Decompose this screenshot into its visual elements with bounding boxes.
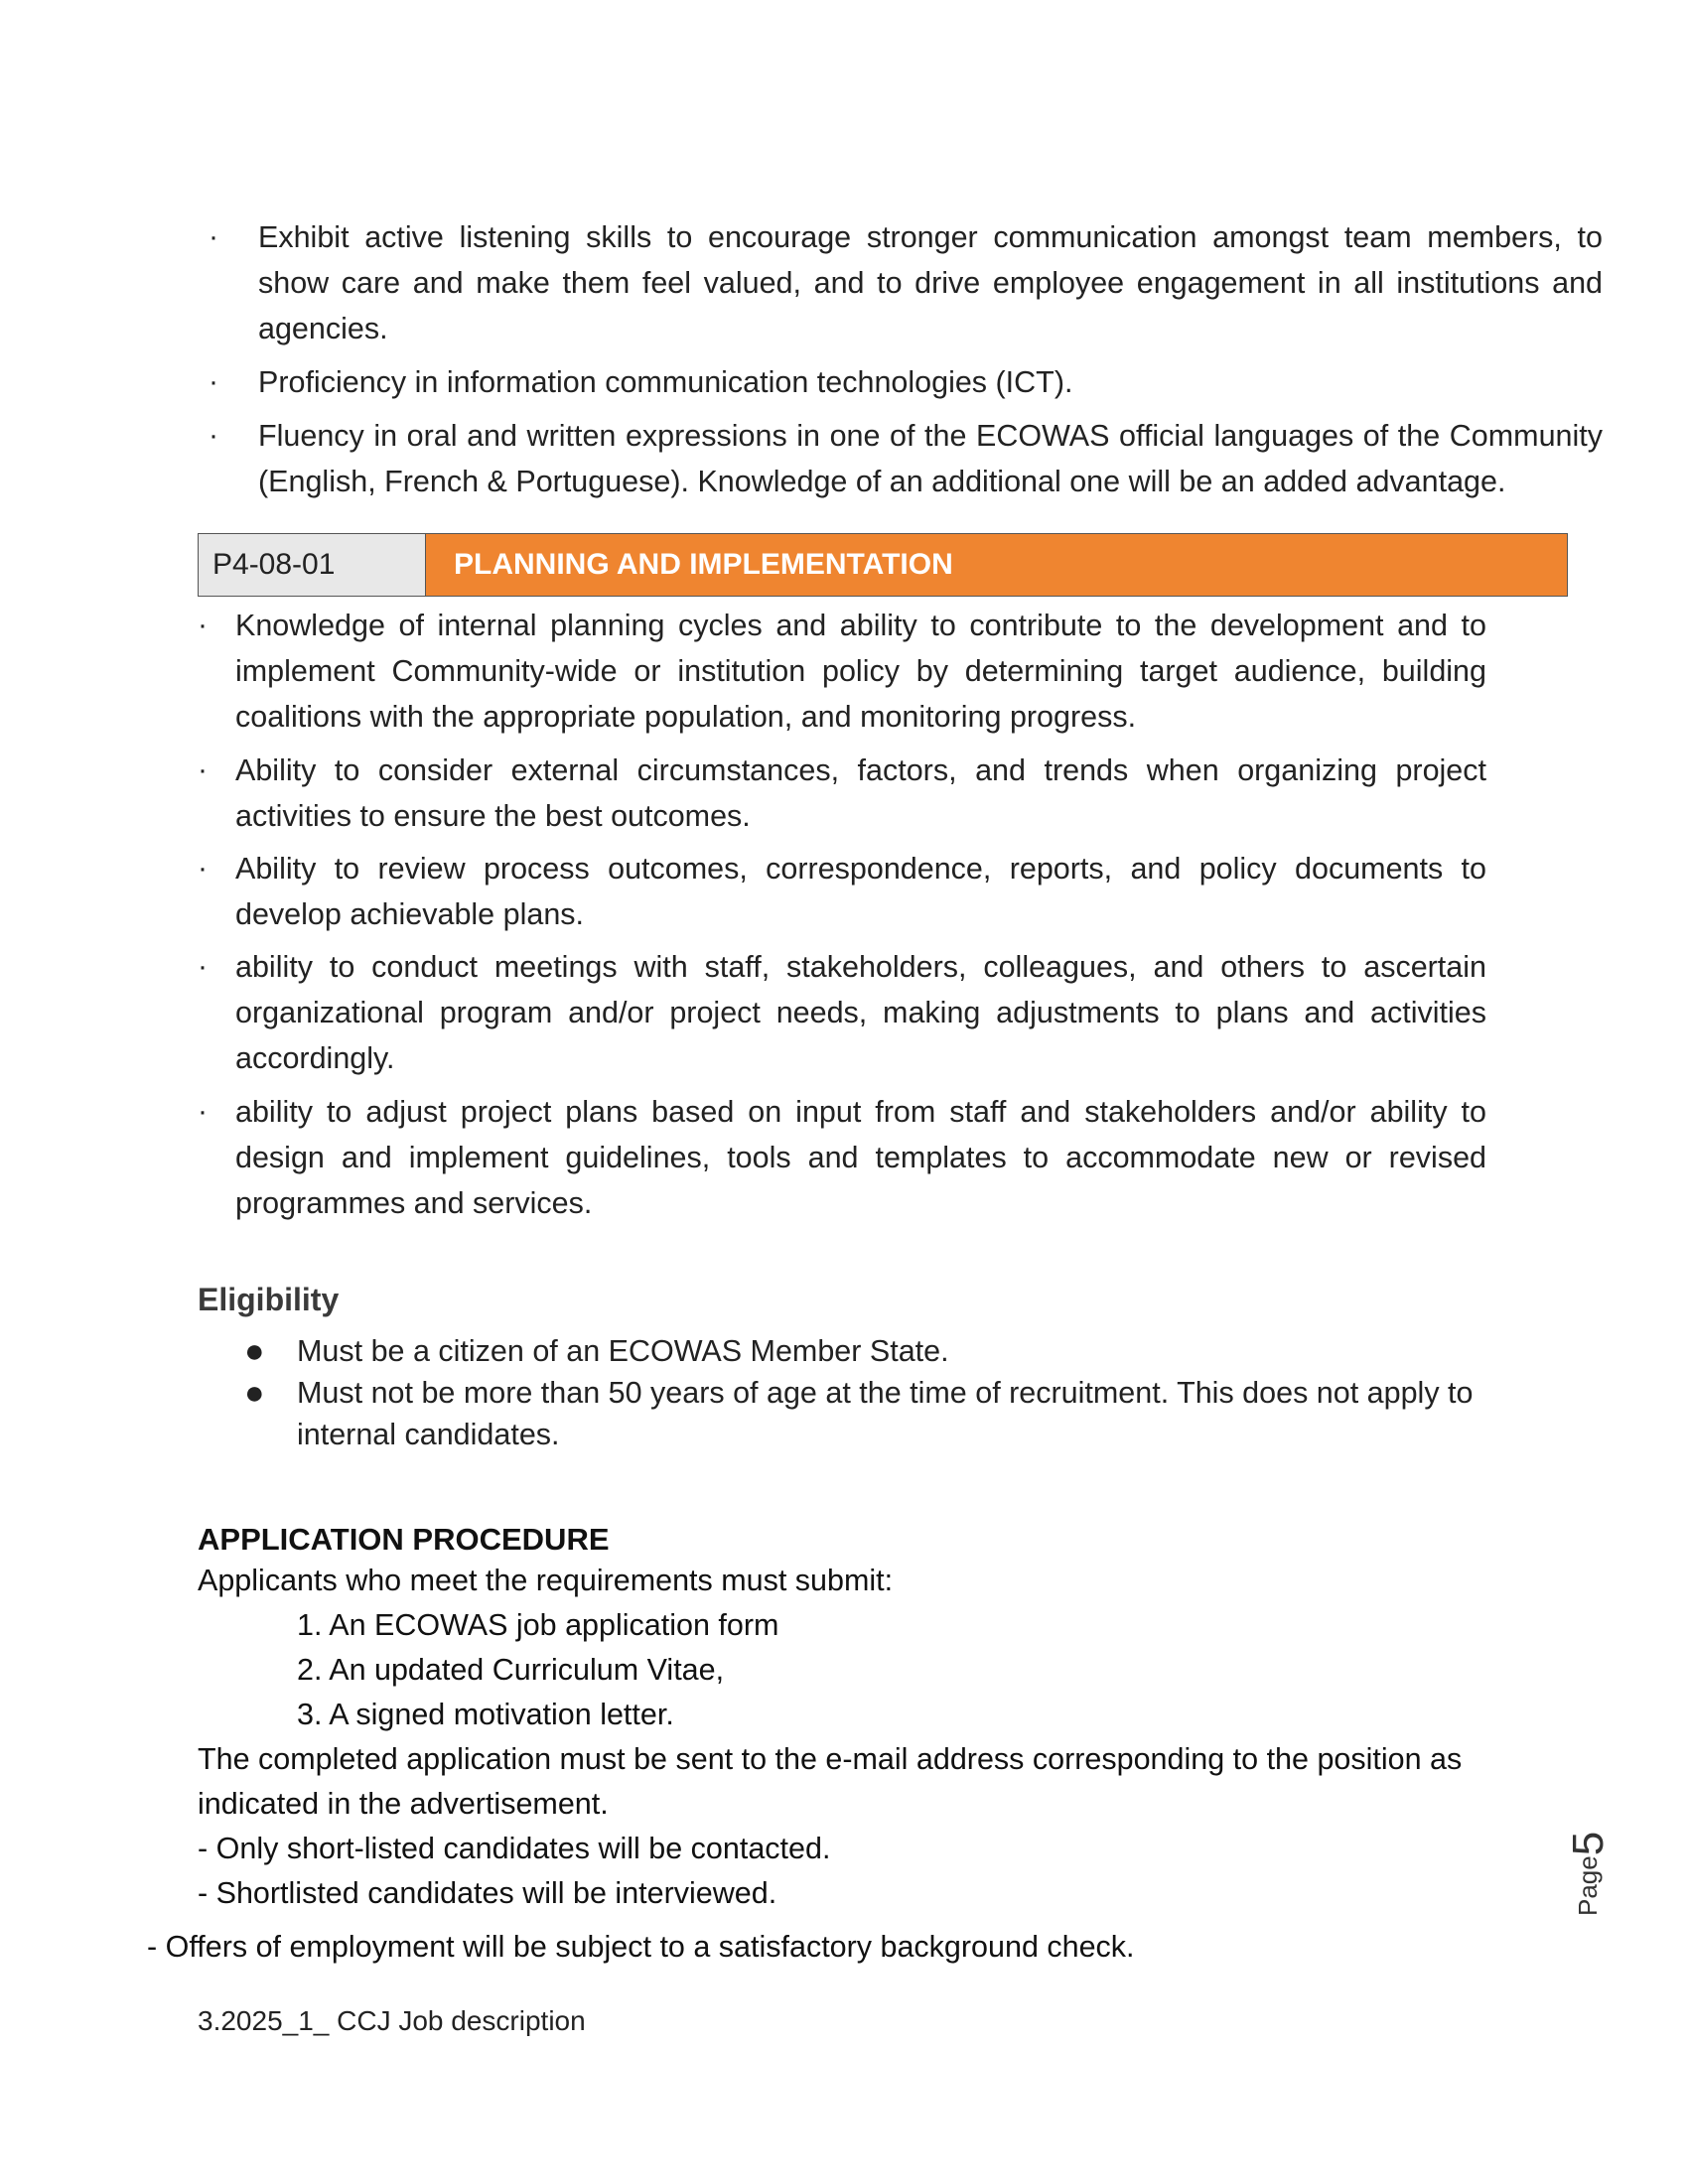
bullet-marker: ·	[198, 852, 208, 885]
list-item: Proficiency in information communication technologies (ICT).	[258, 365, 1073, 399]
numbered-item: 2. An updated Curriculum Vitae,	[297, 1653, 725, 1687]
list-item: ability to adjust project plans based on input from staff and stakeholders and/or ability to design and implement guidelines, tools and templates to accommodate new or revised programmes and services.	[235, 1095, 1486, 1220]
bullet-marker: ·	[198, 1095, 208, 1128]
bullet-marker: ·	[209, 419, 218, 452]
application-intro: Applicants who meet the requirements must submit:	[198, 1564, 894, 1597]
list-item: Ability to consider external circumstances, factors, and trends when organizing project activities to ensure the best outcomes.	[235, 753, 1486, 833]
application-note: - Shortlisted candidates will be interviewed.	[198, 1876, 777, 1910]
footer-text: 3.2025_1_ CCJ Job description	[198, 2005, 586, 2036]
bullet-marker: ●	[244, 1332, 265, 1370]
numbered-item: 3. A signed motivation letter.	[297, 1698, 674, 1731]
list-item: Knowledge of internal planning cycles and ability to contribute to the development and to implement Community-wide or institution policy by determining target audience, building coalitions with the appropriate population, and monitoring progress.	[235, 609, 1486, 734]
application-heading: APPLICATION PROCEDURE	[198, 1522, 610, 1557]
list-item: Ability to review process outcomes, correspondence, reports, and policy documents to develop achievable plans.	[235, 852, 1486, 931]
bullet-marker: ●	[244, 1374, 265, 1412]
list-item: Exhibit active listening skills to encourage stronger communication amongst team members, to show care and make them feel valued, and to drive employee engagement in all institutions and agencies.	[258, 220, 1603, 345]
section-header	[198, 533, 1568, 597]
eligibility-heading: Eligibility	[198, 1282, 340, 1317]
numbered-item: 1. An ECOWAS job application form	[297, 1608, 779, 1642]
bullet-marker: ·	[198, 950, 208, 983]
list-item: Fluency in oral and written expressions in one of the ECOWAS official languages of the Community (English, French & Portuguese). Knowledge of an additional one will be an added advantage.	[258, 419, 1603, 498]
bullet-marker: ·	[209, 365, 218, 398]
section-code: P4-08-01	[199, 534, 426, 596]
list-item: Must not be more than 50 years of age at the time of recruitment. This does not apply to internal candidates.	[297, 1376, 1474, 1451]
page-label-text: Page	[1573, 1855, 1603, 1916]
application-completed-text: The completed application must be sent to the e-mail address corresponding to the position as indicated in the advertisement.	[198, 1742, 1463, 1821]
application-note: - Only short-listed candidates will be contacted.	[198, 1832, 831, 1865]
list-item: ability to conduct meetings with staff, stakeholders, colleagues, and others to ascertain organizational program and/or project needs, making adjustments to plans and activities accordingly.	[235, 950, 1486, 1075]
bullet-marker: ·	[198, 753, 208, 786]
list-item: Must be a citizen of an ECOWAS Member State.	[297, 1334, 949, 1368]
page-number: 5	[1564, 1831, 1613, 1856]
bullet-marker: ·	[209, 220, 218, 253]
page-number-label	[1564, 1831, 1614, 1916]
application-note: - Offers of employment will be subject to a satisfactory background check.	[147, 1930, 1135, 1964]
bullet-marker: ·	[198, 609, 208, 641]
section-title: PLANNING AND IMPLEMENTATION	[426, 534, 1567, 596]
